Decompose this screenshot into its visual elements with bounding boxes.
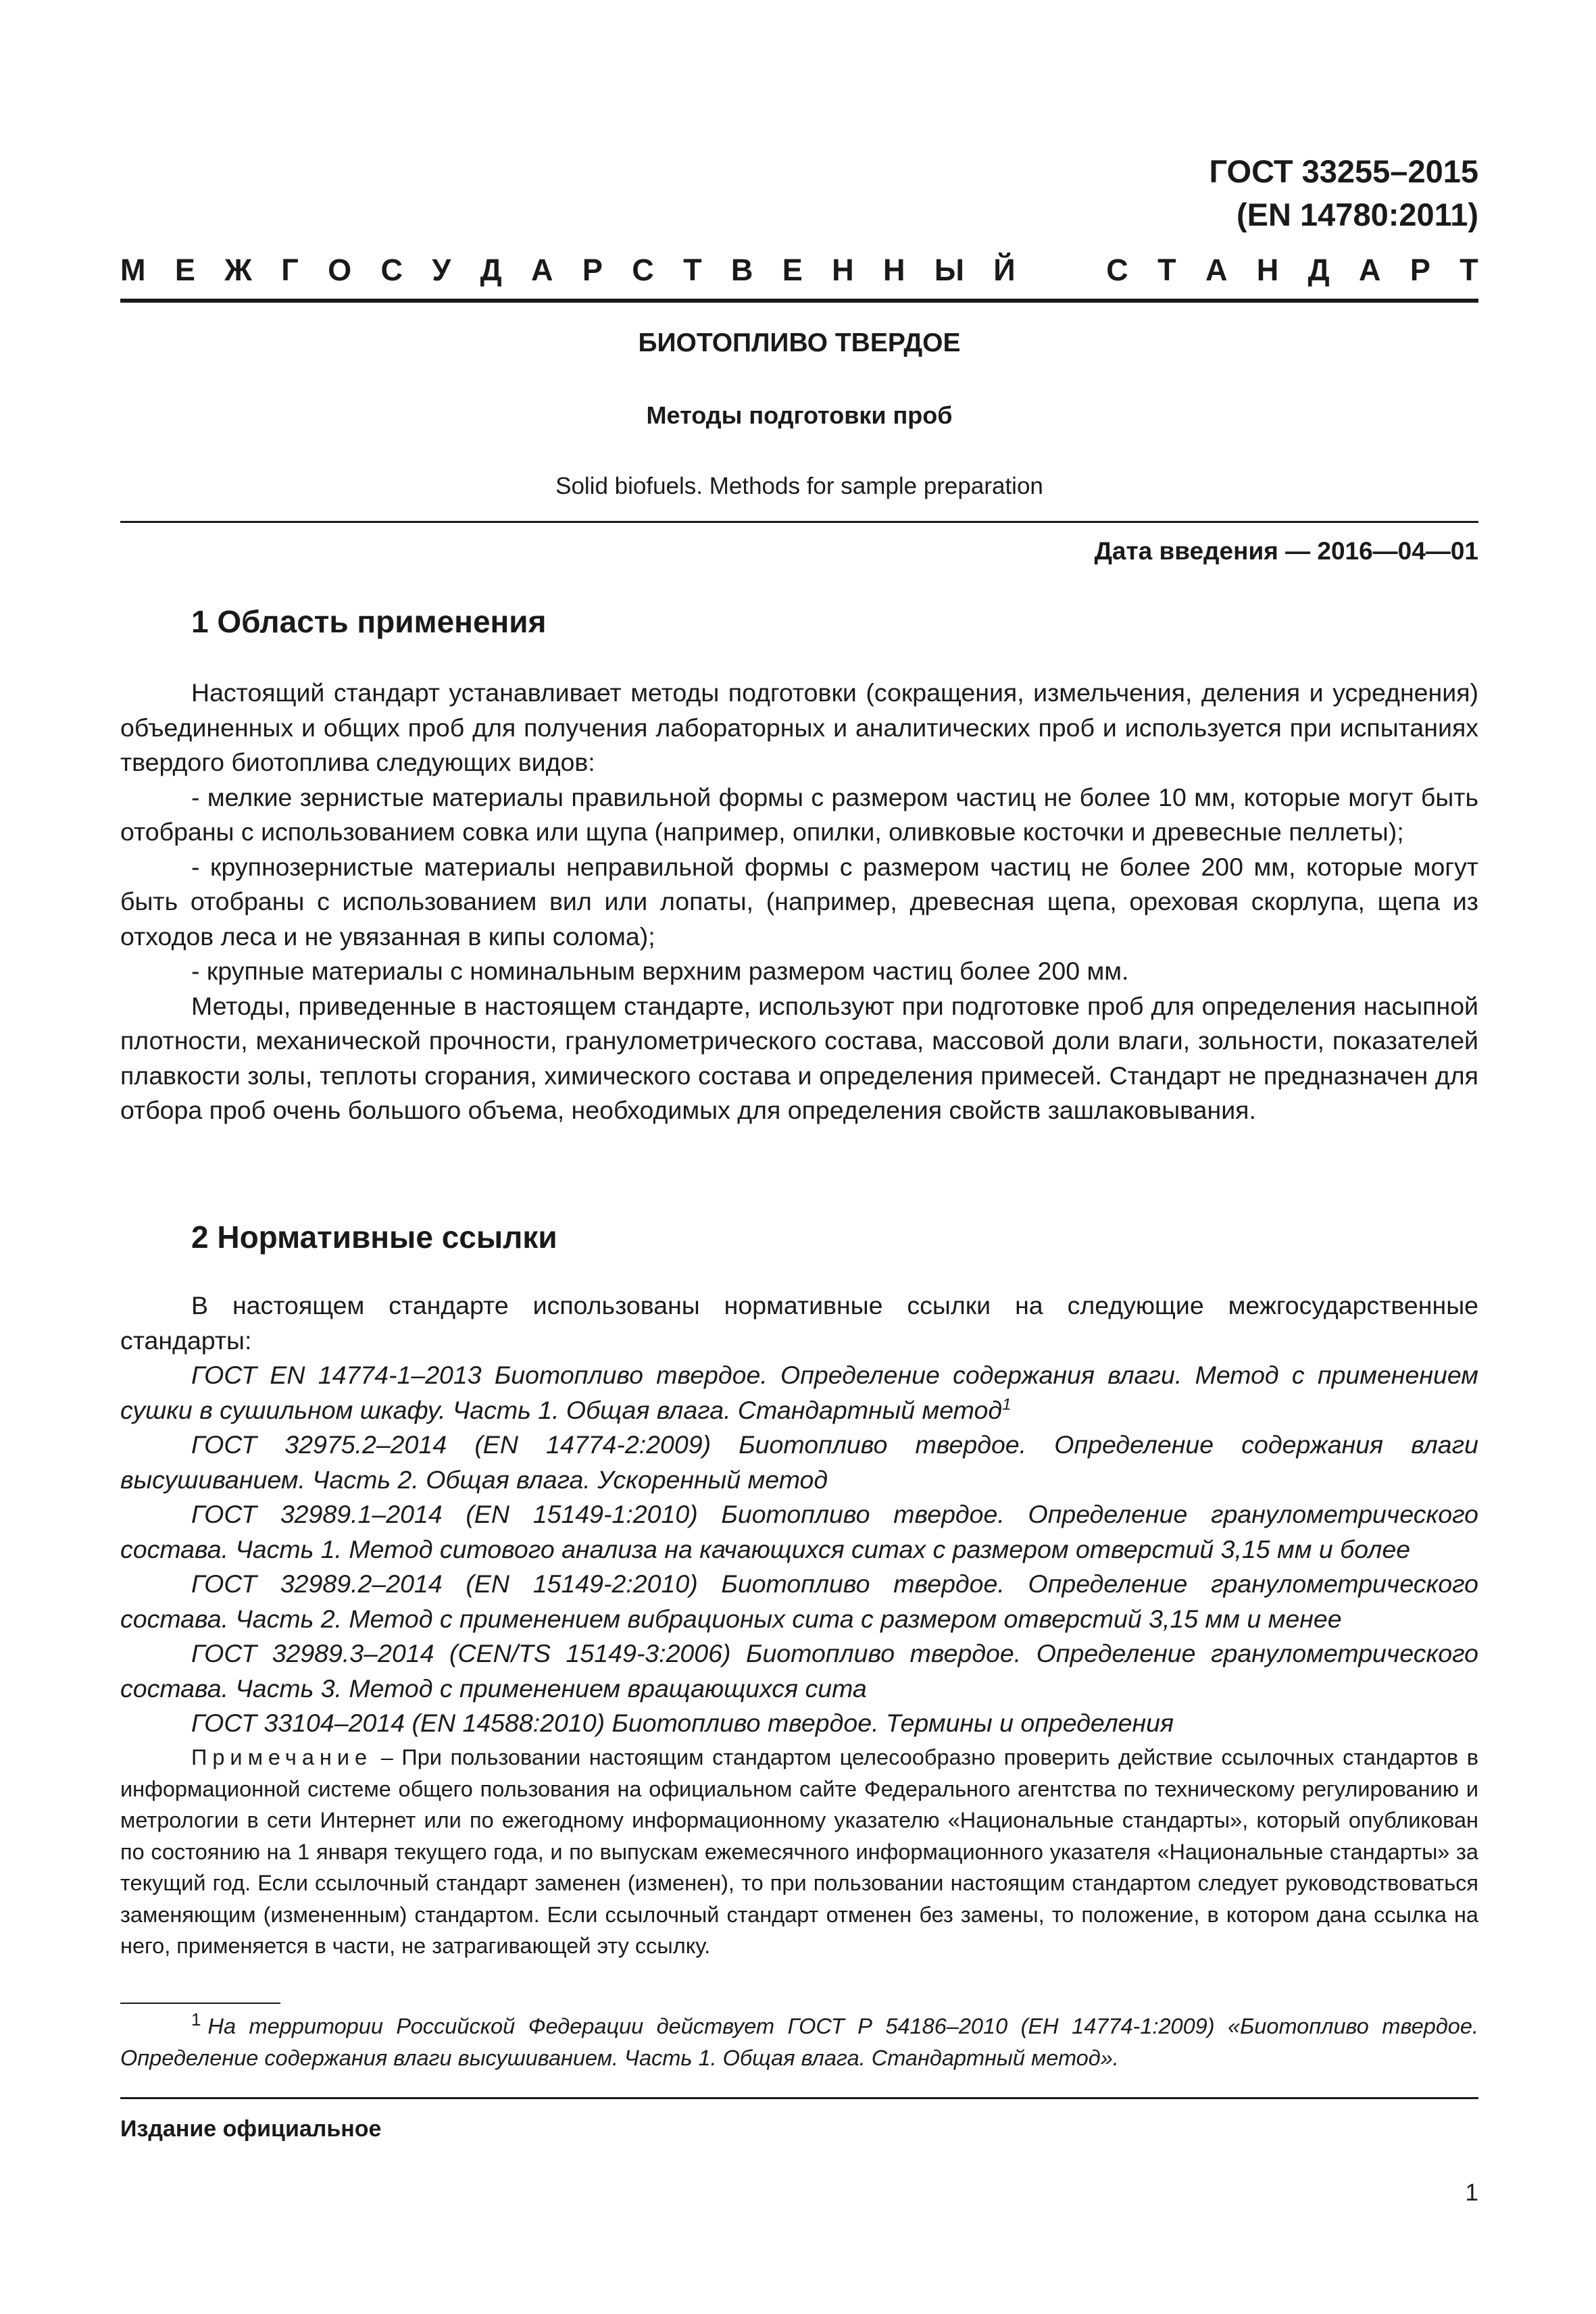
- document-subtitle: Методы подготовки проб: [646, 401, 953, 429]
- reference-item: ГОСТ 32989.1–2014 (EN 15149-1:2010) Биотопливо твердое. Определение гранулометрического состава. Часть 1. Метод ситового анализа на качающихся ситах с размером отверстий 3,15 мм и более: [120, 1500, 1478, 1563]
- banner-letter: Н: [1256, 253, 1279, 287]
- paragraph: В настоящем стандарте использованы нормативные ссылки на следующие межгосударственные стандарты:: [120, 1291, 1478, 1355]
- title-rule: [120, 521, 1478, 523]
- banner-letter: С: [1106, 253, 1128, 287]
- banner-letter: А: [1359, 253, 1381, 287]
- banner-letter: О: [328, 253, 352, 287]
- section-1-body: [120, 676, 1478, 1128]
- document-english-title: Solid biofuels. Methods for sample preparation: [555, 473, 1043, 499]
- paragraph: Настоящий стандарт устанавливает методы подготовки (сокращения, измельчения, деления и усреднения) объединенных и общих проб для получения лабораторных и аналитических проб и используется при испытаниях твердого биотоплива следующих видов:: [120, 678, 1478, 776]
- footer-rule: [120, 2097, 1478, 2099]
- banner-letter: Н: [832, 253, 854, 287]
- note-text: – При пользовании настоящим стандартом целесообразно проверить действие ссылочных стандартов в информационной системе общего пользования на официальном сайте Федерального агентства по техническому регулированию и метрологии в сети Интернет или по ежегодному информационному указателю «Национальные стандарты», который опубликован по состоянию на 1 января текущего года, и по выпускам ежемесячного информационного указателя «Национальные стандарты» за текущий год. Если ссылочный стандарт заменен (изменен), то при пользовании настоящим стандартом следует руководствоваться заменяющим (измененным) стандартом. Если ссылочный стандарт отменен без замены, то положение, в котором дана ссылка на него, применяется в части, не затрагивающей эту ссылку.: [120, 1745, 1478, 1958]
- banner-letter: Е: [782, 253, 803, 287]
- banner-letter: А: [531, 253, 553, 287]
- reference-item: ГОСТ EN 14774-1–2013 Биотопливо твердое. Определение содержания влаги. Метод с применением сушки в сушильном шкафу. Часть 1. Общая влага. Стандартный метод$^1$: [120, 1361, 1478, 1424]
- list-item: - крупные материалы с номинальным верхним размером частиц более 200 мм.: [191, 957, 1129, 985]
- banner-letter: У: [432, 253, 451, 287]
- banner-letter: Е: [174, 253, 195, 287]
- footnote: [120, 2011, 1478, 2074]
- banner-letter: М: [120, 253, 146, 287]
- interstate-standard-banner: [120, 251, 1478, 289]
- banner-letter: С: [380, 253, 403, 287]
- document-title: БИОТОПЛИВО ТВЕРДОЕ: [638, 328, 961, 357]
- banner-letter: Ы: [934, 253, 964, 287]
- banner-letter: Р: [582, 253, 603, 287]
- paragraph: Методы, приведенные в настоящем стандарте, используют при подготовке проб для определения насыпной плотности, механической прочности, гранулометрического состава, массовой доли влаги, зольности, показателей плавкости золы, теплоты сгорания, химического состава и определения примесей. Стандарт не предназначен для отбора проб очень большого объема, необходимых для определения свойств зашлаковывания.: [120, 991, 1478, 1124]
- page-number: 1: [1465, 2180, 1478, 2206]
- standard-en-code: (EN 14780:2011): [1237, 197, 1478, 232]
- reference-item: ГОСТ 32989.2–2014 (EN 15149-2:2010) Биотопливо твердое. Определение гранулометрического состава. Часть 2. Метод с применением вибрационых сита с размером отверстий 3,15 мм и менее: [120, 1569, 1478, 1633]
- banner-letter: Т: [1460, 253, 1478, 287]
- banner-letter: Й: [993, 253, 1016, 287]
- list-item: - мелкие зернистые материалы правильной формы с размером частиц не более 10 мм, которые могут быть отобраны с использованием совка или щупа (например, опилки, оливковые косточки и древесные пеллеты);: [120, 782, 1478, 846]
- banner-letter: В: [730, 253, 753, 287]
- banner-letter: А: [1205, 253, 1228, 287]
- banner-letter: Н: [882, 253, 905, 287]
- standard-code-block: [1209, 150, 1478, 236]
- official-edition-label: Издание официальное: [120, 2116, 382, 2142]
- banner-letter: Д: [1307, 253, 1330, 287]
- list-item: - крупнозернистые материалы неправильной формы с размером частиц не более 200 мм, которые могут быть отобраны с использованием вил или лопаты, (например, древесная щепа, ореховая скорлупа, щепа из отходов леса и не увязанная в кипы солома);: [120, 852, 1478, 951]
- section-2-heading: 2 Нормативные ссылки: [191, 1219, 557, 1255]
- header-rule: [120, 299, 1478, 303]
- introduction-date: Дата введения — 2016—04—01: [1094, 537, 1478, 565]
- section-1-heading: 1 Область применения: [191, 604, 547, 639]
- banner-letter: Ж: [224, 253, 252, 287]
- banner-letter: Г: [281, 253, 299, 287]
- footnote-text: На территории Российской Федерации действует ГОСТ Р 54186–2010 (ЕН 14774-1:2009) «Биотопливо твердое. Определение содержания влаги высушиванием. Часть 1. Общая влага. Стандартный метод».: [120, 2014, 1478, 2070]
- standard-code: ГОСТ 33255–2015: [1209, 153, 1478, 189]
- note-label: Примечание: [191, 1745, 373, 1769]
- footnote-number: 1: [191, 2009, 201, 2030]
- section-2-body: [120, 1288, 1478, 1741]
- banner-letter: С: [632, 253, 654, 287]
- banner-letter: Т: [1157, 253, 1176, 287]
- note-block: [120, 1742, 1478, 1962]
- reference-item: ГОСТ 33104–2014 (EN 14588:2010) Биотопливо твердое. Термины и определения: [191, 1709, 1174, 1737]
- banner-letter: Р: [1410, 253, 1430, 287]
- banner-letter: Т: [683, 253, 702, 287]
- footnote-marker: 1: [1002, 1395, 1012, 1413]
- reference-item: ГОСТ 32975.2–2014 (EN 14774-2:2009) Биотопливо твердое. Определение содержания влаги высушиванием. Часть 2. Общая влага. Ускоренный метод: [120, 1430, 1478, 1494]
- document-page: [120, 0, 1478, 2314]
- banner-letter: Д: [480, 253, 502, 287]
- footnote-rule: [120, 2003, 280, 2004]
- reference-item: ГОСТ 32989.3–2014 (CEN/TS 15149-3:2006) Биотопливо твердое. Определение гранулометрического состава. Часть 3. Метод с применением вращающихся сита: [120, 1639, 1478, 1703]
